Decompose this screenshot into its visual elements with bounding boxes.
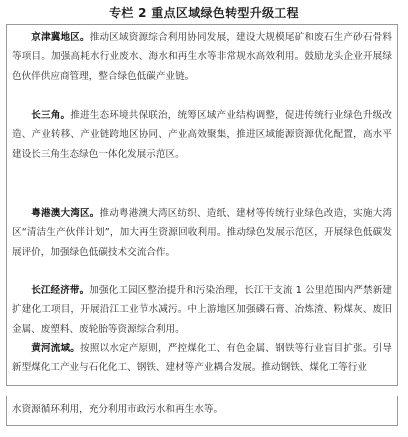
section-text: 推动区域资源综合利用协同发展，建设大规模尾矿和废石生产砂石骨料等项目。加强高耗水行业废水、海水和再生水等非常规水高效利用。鼓励龙头企业开展绿色伙伴供应商管理，整合绿色低碳产业链。 [12, 32, 393, 82]
section-yellow-river [12, 339, 392, 378]
region-name: 京津冀地区。 [31, 32, 90, 43]
section-yellow-river-continuation: 水资源循环利用，充分利用市政污水和再生水等。 [12, 404, 224, 415]
region-name: 长江经济带。 [31, 285, 90, 296]
section-jingjinji [12, 28, 392, 86]
section-greater-bay-area [12, 204, 392, 262]
section-text: 按照以水定产原则，严控煤化工、有色金属、钢铁等行业盲目扩张。引导新型煤化工产业与石化化工、钢铁、建材等产业耦合发展。推动钢铁、煤化工等行业 [12, 343, 392, 374]
section-text: 推动粤港澳大湾区纺织、造纸、建材等传统行业绿色改造，实施大湾区“清洁生产伙伴计划”，加大再生资源回收利用。推动绿色发展示范区，开展绿色低碳发展评价，加强绿色低碳技术交流合作。 [12, 208, 393, 258]
section-text: 加强化工园区整治提升和污染治理，长江干支流 1 公里范围内严禁新建扩建化工项目，开展沿江工业节水减污。中上游地区加强磷石膏、冶炼渣、粉煤灰、废旧金属、废塑料、废轮胎等资源综合利用。 [12, 285, 393, 335]
region-name: 长三角。 [31, 110, 71, 121]
section-yangtze-economic-belt [12, 281, 392, 339]
section-text: 推进生态环境共保联治，统筹区域产业结构调整，促进传统行业绿色升级改造、产业转移、产业链跨地区协同、产业高效聚集，推进区域能源资源优化配置，高水平建设长三角生态绿色一体化发展示范区。 [12, 110, 393, 160]
section-yangtze-delta [12, 106, 392, 164]
box-title: 专栏 2 重点区域绿色转型升级工程 [109, 6, 299, 20]
region-name: 粤港澳大湾区。 [31, 208, 100, 219]
region-name: 黄河流域。 [31, 343, 80, 354]
